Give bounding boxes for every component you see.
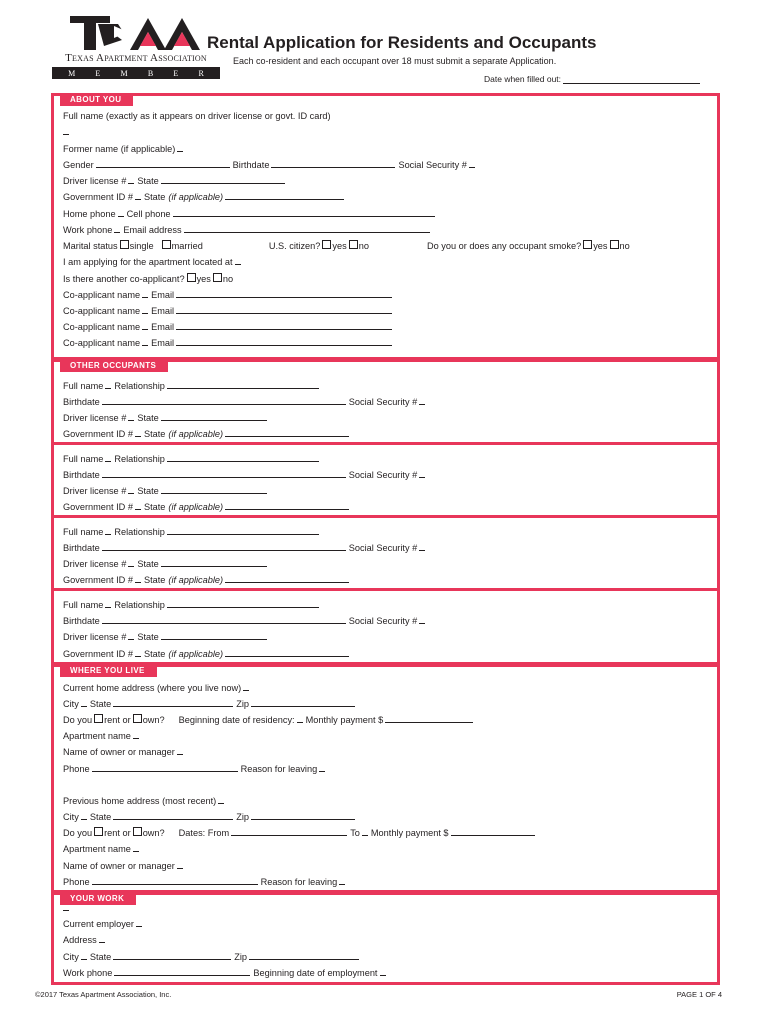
email-address-field[interactable] [184,223,430,233]
ssn-field[interactable] [469,158,475,168]
label-occupant-gov-state: State [143,429,166,439]
row-occupant-name [63,596,703,610]
prev-owner-manager-field[interactable] [177,859,183,869]
prev-own-checkbox[interactable] [133,827,142,836]
work-zip-field[interactable] [249,950,359,960]
label-state: State [89,699,112,709]
row-gender [63,156,703,170]
row-previous-owner [63,857,703,871]
work-city-field[interactable] [81,950,87,960]
row-occupant-govid [63,425,703,439]
footer-page-number: PAGE 1 OF 4 [676,990,722,999]
label-occupant-birthdate: Birthdate [63,397,100,407]
label-applying-for: I am applying for the apartment located at [63,257,233,267]
label-dates-from: Dates: From [178,828,230,838]
occupant-gov-state-field[interactable] [225,500,349,510]
prev-zip-field[interactable] [251,810,355,820]
label-do-you: Do you [63,715,93,725]
member-letter: E [173,68,179,78]
row-coapplicant-4 [63,334,703,348]
row-work-phone [63,221,703,235]
label-occupant-name: Full name [63,527,104,537]
row-coapplicant-2 [63,302,703,316]
work-phone-field[interactable] [114,223,120,233]
page-title: Rental Application for Residents and Occupants [207,33,597,52]
citizen-yes-checkbox[interactable] [322,240,331,249]
label-phone: Phone [63,764,90,774]
row-driver-license [63,172,703,186]
home-phone-field[interactable] [118,207,124,217]
coapplicant-email-field[interactable] [176,320,392,330]
occupant-gov-state-field[interactable] [225,427,349,437]
single-checkbox[interactable] [120,240,129,249]
row-full-name-line [63,123,703,137]
apartment-name-field[interactable] [133,729,139,739]
member-bar [52,67,220,79]
label-prev-monthly-payment: Monthly payment $ [370,828,449,838]
residency-date-field[interactable] [297,713,303,723]
label-relationship: Relationship [114,527,165,537]
date-field[interactable] [563,75,700,84]
page-subtitle: Each co-resident and each occupant over 18 must submit a separate Application. [233,56,557,66]
occupant-dl-state-field[interactable] [161,484,267,494]
taa-logo [52,16,220,82]
prev-phone-field[interactable] [92,875,258,885]
label-coapplicant-name: Co-applicant name [63,306,141,316]
section-title-your-work: YOUR WORK [60,892,136,905]
label-occupant-dl-state: State [137,632,159,642]
label-occupant-dl: Driver license # [63,559,127,569]
label-work-zip: Zip [234,952,248,962]
citizen-no-checkbox[interactable] [349,240,358,249]
section-title-about-you: ABOUT YOU [60,93,133,106]
row-work-phone [63,964,703,978]
label-prev-zip: Zip [236,812,250,822]
coapplicant-name-field[interactable] [142,320,148,330]
taa-logo-text: TAA [136,49,138,50]
row-gov-id [63,188,703,202]
coapplicant-email-field[interactable] [176,288,392,298]
label-single: single [129,241,154,251]
label-coapplicant-yes: yes [196,274,211,284]
label-owner-manager: Name of owner or manager [63,747,175,757]
label-occupant-gov-state: State [143,502,166,512]
label-occupant-dl-state: State [137,486,159,496]
work-address-field[interactable] [99,933,105,943]
org-name: Texas Apartment Association [65,52,207,64]
label-smoke-no: no [619,241,630,251]
occupant-govid-field[interactable] [135,427,141,437]
label-marital-status: Marital status [63,241,118,251]
label-monthly-payment: Monthly payment $ [305,715,384,725]
label-coapplicant-name: Co-applicant name [63,338,141,348]
occupant-gov-state-field[interactable] [225,573,349,583]
occupant-birthdate-field[interactable] [102,541,346,551]
row-previous-rent-own [63,824,703,838]
label-prev-rent-or: rent or [104,828,131,838]
birthdate-field[interactable] [271,158,395,168]
label-reason-leaving: Reason for leaving [240,764,318,774]
row-occupant-birthdate [63,612,703,626]
row-current-owner [63,743,703,757]
row-occupant-name [63,523,703,537]
date-filled-out [484,74,700,84]
label-previous-address: Previous home address (most recent) [63,796,217,806]
label-coapplicant-name: Co-applicant name [63,290,141,300]
label-prev-phone: Phone [63,877,90,887]
label-citizen-yes: yes [332,241,347,251]
married-checkbox[interactable] [162,240,171,249]
row-previous-city [63,808,703,822]
gender-field[interactable] [96,158,230,168]
label-us-citizen: U.S. citizen? [268,241,321,251]
label-full-name: Full name (exactly as it appears on driver license or govt. ID card) [63,111,331,121]
member-letter: E [95,68,101,78]
dl-state-field[interactable] [161,174,285,184]
label-birthdate: Birthdate [232,160,270,170]
gov-id-field[interactable] [135,190,141,200]
label-beginning-employment: Beginning date of employment [253,968,378,978]
label-work-city: City [63,952,79,962]
occupant-govid-field[interactable] [135,647,141,657]
label-occupant-name: Full name [63,600,104,610]
label-occupant-dl: Driver license # [63,632,127,642]
cell-phone-field[interactable] [173,207,435,217]
work-phone-job-field[interactable] [114,966,250,976]
label-coapplicant-email: Email [151,306,175,316]
occupant-name-field[interactable] [105,525,111,535]
label-occupant-name: Full name [63,381,104,391]
member-letter: M [120,68,128,78]
label-coapplicant-no: no [222,274,234,284]
own-checkbox[interactable] [133,714,142,723]
row-previous-address [63,792,703,806]
member-letter: R [198,68,204,78]
occupant-name-field[interactable] [105,379,111,389]
prev-reason-leaving-field[interactable] [339,875,345,885]
label-city: City [63,699,79,709]
coapplicant-yes-checkbox[interactable] [187,273,196,282]
label-prev-city: City [63,812,79,822]
former-name-field[interactable] [177,142,183,152]
label-occupant-name: Full name [63,454,104,464]
label-occupant-birthdate: Birthdate [63,616,100,626]
zip-field[interactable] [251,697,355,707]
row-current-address [63,679,703,693]
taa-logo-graphic [70,16,200,50]
driver-license-field[interactable] [128,174,134,184]
occupant-dl-state-field[interactable] [161,557,267,567]
label-occupant-dl-state: State [137,413,159,423]
row-previous-apartment-name [63,840,703,854]
row-home-phone [63,205,703,219]
state-field[interactable] [113,697,233,707]
row-previous-phone [63,873,703,887]
row-work-city [63,948,703,962]
occupant-birthdate-field[interactable] [102,614,346,624]
label-beginning-residency: Beginning date of residency: [178,715,295,725]
member-letter: M [68,68,76,78]
row-marital [63,237,703,251]
reason-leaving-field[interactable] [319,762,325,772]
row-occupant-govid [63,498,703,512]
prev-monthly-payment-field[interactable] [451,826,535,836]
city-field[interactable] [81,697,87,707]
coapplicant-name-field[interactable] [142,288,148,298]
label-dl-state: State [137,176,159,186]
label-work-phone: Work phone [63,225,113,235]
label-occupant-if-applicable: (if applicable) [168,502,224,512]
occupant-dl-field[interactable] [128,411,134,421]
label-cell-phone: Cell phone [126,209,171,219]
label-occupant-dl-state: State [137,559,159,569]
footer-copyright: ©2017 Texas Apartment Association, Inc. [35,990,172,999]
occupant-birthdate-field[interactable] [102,468,346,478]
coapplicant-name-field[interactable] [142,304,148,314]
label-occupant-birthdate: Birthdate [63,470,100,480]
date-label: Date when filled out: [484,74,562,84]
label-rent-or: rent or [104,715,131,725]
label-current-address: Current home address (where you live now) [63,683,242,693]
coapplicant-name-field[interactable] [142,336,148,346]
occupant-gov-state-field[interactable] [225,647,349,657]
label-work-phone-job: Work phone [63,968,113,978]
row-current-phone [63,760,703,774]
label-dates-to: To [350,828,360,838]
row-work-top-line [63,899,703,913]
label-occupant-govid: Government ID # [63,429,133,439]
label-occupant-if-applicable: (if applicable) [168,575,224,585]
occupant-name-field[interactable] [105,598,111,608]
prev-city-field[interactable] [81,810,87,820]
label-gov-state: State [143,192,166,202]
smoke-yes-checkbox[interactable] [583,240,592,249]
label-coapplicant-question: Is there another co-applicant? [63,274,185,284]
label-coapplicant-email: Email [151,338,175,348]
label-occupant-dl: Driver license # [63,486,127,496]
relationship-field[interactable] [167,379,319,389]
prev-apartment-name-field[interactable] [133,842,139,852]
label-prev-reason-leaving: Reason for leaving [260,877,338,887]
row-occupant-birthdate [63,466,703,480]
occupant-dl-state-field[interactable] [161,630,267,640]
occupant-dl-state-field[interactable] [161,411,267,421]
row-coapplicant-question [63,270,703,284]
prev-rent-checkbox[interactable] [94,827,103,836]
coapplicant-email-field[interactable] [176,336,392,346]
occupant-divider [51,442,720,445]
label-apartment-name: Apartment name [63,731,131,741]
row-full-name [63,107,703,121]
row-occupant-dl [63,628,703,642]
label-gender: Gender [63,160,94,170]
label-driver-license: Driver license # [63,176,127,186]
row-work-address [63,931,703,945]
row-current-city [63,695,703,709]
occupant-govid-field[interactable] [135,500,141,510]
occupant-ssn-field[interactable] [419,614,425,624]
employment-date-field[interactable] [380,966,386,976]
occupant-dl-field[interactable] [128,484,134,494]
rent-checkbox[interactable] [94,714,103,723]
label-occupant-ssn: Social Security # [348,543,418,553]
section-title-other-occupants: OTHER OCCUPANTS [60,359,168,372]
label-occupant-govid: Government ID # [63,502,133,512]
current-address-field[interactable] [243,681,249,691]
gov-state-field[interactable] [225,190,344,200]
row-occupant-govid [63,571,703,585]
label-occupant-ssn: Social Security # [348,616,418,626]
label-occupant-if-applicable: (if applicable) [168,429,224,439]
label-smoke-question: Do you or does any occupant smoke? [426,241,582,251]
work-state-field[interactable] [113,950,231,960]
label-occupant-if-applicable: (if applicable) [168,649,224,659]
label-married: married [171,241,203,251]
occupant-dl-field[interactable] [128,557,134,567]
dates-to-field[interactable] [362,826,368,836]
label-work-address: Address [63,935,97,945]
relationship-field[interactable] [167,598,319,608]
label-citizen-no: no [358,241,369,251]
occupant-ssn-field[interactable] [419,468,425,478]
row-occupant-birthdate [63,539,703,553]
label-if-applicable: (if applicable) [168,192,224,202]
occupant-birthdate-field[interactable] [102,395,346,405]
label-occupant-govid: Government ID # [63,575,133,585]
coapplicant-no-checkbox[interactable] [213,273,222,282]
label-former-name: Former name (if applicable) [63,144,176,154]
row-occupant-name [63,377,703,391]
label-occupant-govid: Government ID # [63,649,133,659]
label-occupant-gov-state: State [143,649,166,659]
smoke-no-checkbox[interactable] [610,240,619,249]
label-prev-state: State [89,812,112,822]
label-relationship: Relationship [114,454,165,464]
occupant-divider [51,588,720,591]
row-occupant-name [63,450,703,464]
label-prev-owner-manager: Name of owner or manager [63,861,175,871]
previous-address-field[interactable] [218,794,224,804]
row-coapplicant-1 [63,286,703,300]
label-occupant-birthdate: Birthdate [63,543,100,553]
label-coapplicant-name: Co-applicant name [63,322,141,332]
label-coapplicant-email: Email [151,322,175,332]
row-occupant-dl [63,555,703,569]
label-zip: Zip [236,699,250,709]
label-occupant-ssn: Social Security # [348,397,418,407]
relationship-field[interactable] [167,452,319,462]
current-employer-field[interactable] [136,917,142,927]
relationship-field[interactable] [167,525,319,535]
apartment-location-field[interactable] [235,255,241,265]
occupant-govid-field[interactable] [135,573,141,583]
label-current-employer: Current employer [63,919,134,929]
row-applying-for [63,253,703,267]
label-work-state: State [89,952,112,962]
monthly-payment-field[interactable] [385,713,473,723]
row-occupant-govid [63,645,703,659]
label-email-address: Email address [123,225,182,235]
row-coapplicant-3 [63,318,703,332]
row-occupant-dl [63,409,703,423]
work-extra-field[interactable] [63,901,69,911]
label-coapplicant-email: Email [151,290,175,300]
label-gov-id: Government ID # [63,192,133,202]
label-prev-do-you: Do you [63,828,93,838]
section-title-where-you-live: WHERE YOU LIVE [60,664,157,677]
label-relationship: Relationship [114,600,165,610]
occupant-dl-field[interactable] [128,630,134,640]
phone-field[interactable] [92,762,238,772]
label-ssn: Social Security # [398,160,467,170]
row-current-employer [63,915,703,929]
occupant-ssn-field[interactable] [419,541,425,551]
label-prev-own: own? [142,828,165,838]
coapplicant-email-field[interactable] [176,304,392,314]
label-own: own? [142,715,165,725]
prev-state-field[interactable] [113,810,233,820]
row-occupant-dl [63,482,703,496]
label-smoke-yes: yes [593,241,608,251]
dates-from-field[interactable] [231,826,347,836]
member-letter: B [147,68,154,78]
label-occupant-gov-state: State [143,575,166,585]
label-relationship: Relationship [114,381,165,391]
occupant-ssn-field[interactable] [419,395,425,405]
label-home-phone: Home phone [63,209,116,219]
occupant-name-field[interactable] [105,452,111,462]
row-current-rent-own [63,711,703,725]
label-occupant-ssn: Social Security # [348,470,418,480]
row-current-apartment-name [63,727,703,741]
owner-manager-field[interactable] [177,745,183,755]
occupant-divider [51,515,720,518]
label-prev-apartment-name: Apartment name [63,844,131,854]
full-name-field[interactable] [63,125,69,135]
row-former-name [63,140,703,154]
row-occupant-birthdate [63,393,703,407]
label-occupant-dl: Driver license # [63,413,127,423]
